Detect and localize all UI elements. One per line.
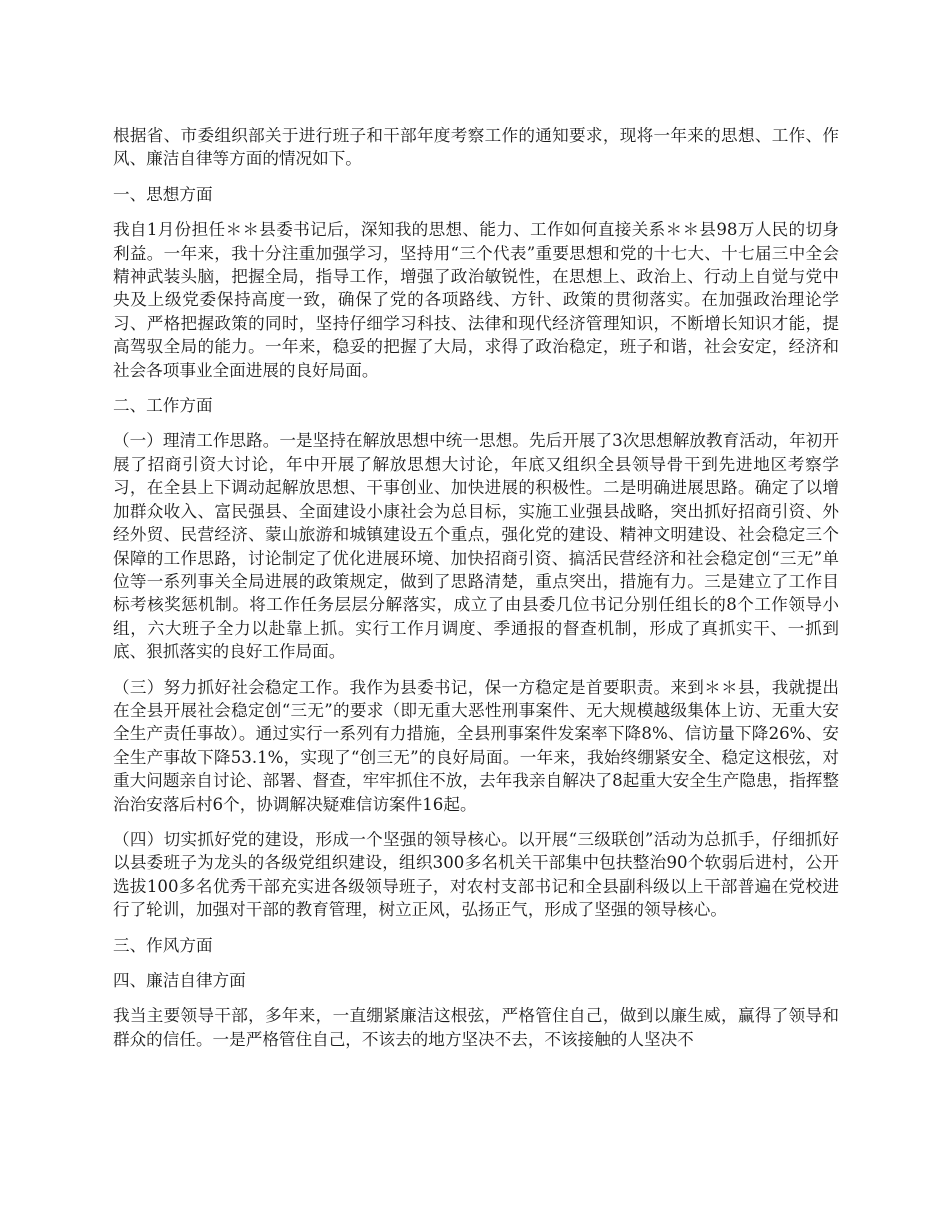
work-paragraph-1: （一）理清工作思路。一是坚持在解放思想中统一思想。先后开展了3次思想解放教育活动，年初开展了招商引资大讨论，年中开展了解放思想大讨论，年底又组织全县领导骨干到先进地区考察学习，在全县上下调动起解放思想、干事创业、加快进展的积极性。二是明确进展思路。确定了以增加群众收入、富民强县、全面建设小康社会为总目标，实施工业强县战略，突出抓好招商引资、外经外贸、民营经济、蒙山旅游和城镇建设五个重点，强化党的建设、精神文明建设、社会稳定三个保障的工作思路，讨论制定了优化进展环境、加快招商引资、搞活民营经济和社会稳定创“三无”单位等一系列事关全局进展的政策规定，做到了思路清楚，重点突出，措施有力。三是建立了工作目标考核奖惩机制。将工作任务层层分解落实，成立了由县委几位书记分别任组长的8个工作领导小组，六大班子全力以赴靠上抓。实行工作月调度、季通报的督查机制，形成了真抓实干、一抓到底、狠抓落实的良好工作局面。	[113, 431, 839, 662]
thought-paragraph: 我自1月份担任＊＊县委书记后，深知我的思想、能力、工作如何直接关系＊＊县98万人民的切身利益。一年来，我十分注重加强学习，坚持用“三个代表”重要思想和党的十七大、十七届三中全会精神武装头脑，把握全局，指导工作，增强了政治敏锐性，在思想上、政治上、行动上自觉与党中央及上级党委保持高度一致，确保了党的各项路线、方针、政策的贯彻落实。在加强政治理论学习、严格把握政策的同时，坚持仔细学习科技、法律和现代经济管理知识，不断增长知识才能，提高驾驭全局的能力。一年来，稳妥的把握了大局，求得了政治稳定，班子和谐，社会安定，经济和社会各项事业全面进展的良好局面。	[113, 220, 839, 380]
work-paragraph-2: （三）努力抓好社会稳定工作。我作为县委书记，保一方稳定是首要职责。来到＊＊县，我就提出在全县开展社会稳定创“三无”的要求（即无重大恶性刑事案件、无大规模越级集体上访、无重大安全生产责任事故）。通过实行一系列有力措施，全县刑事案件发案率下降8%、信访量下降26%、安全生产事故下降53.1%，实现了“创三无”的良好局面。一年来，我始终绷紧安全、稳定这根弦，对重大问题亲自讨论、部署、督查，牢牢抓住不放，去年我亲自解决了8起重大安全生产隐患，指挥整治治安落后村6个，协调解决疑难信访案件16起。	[113, 677, 839, 814]
intro-paragraph: 根据省、市委组织部关于进行班子和干部年度考察工作的通知要求，现将一年来的思想、工作、作风、廉洁自律等方面的情况如下。	[113, 126, 839, 169]
document-body	[113, 124, 839, 1063]
section-heading-work: 二、工作方面	[113, 396, 213, 416]
integrity-paragraph: 我当主要领导干部，多年来，一直绷紧廉洁这根弦，严格管住自己，做到以廉生威，赢得了领导和群众的信任。一是严格管住自己，不该去的地方坚决不去，不该接触的人坚决不	[113, 1006, 839, 1049]
section-heading-integrity: 四、廉洁自律方面	[113, 971, 246, 990]
work-paragraph-3: （四）切实抓好党的建设，形成一个坚强的领导核心。以开展“三级联创”活动为总抓手，仔细抓好以县委班子为龙头的各级党组织建设，组织300多名机关干部集中包扶整治90个软弱后进村，公开选拔100多名优秀干部充实进各级领导班子，对农村支部书记和全县副科级以上干部普遍在党校进行了轮训，加强对干部的教育管理，树立正风，弘扬正气，形成了坚强的领导核心。	[113, 829, 839, 920]
section-heading-style: 三、作风方面	[113, 935, 213, 955]
section-heading-thought: 一、思想方面	[113, 184, 213, 204]
